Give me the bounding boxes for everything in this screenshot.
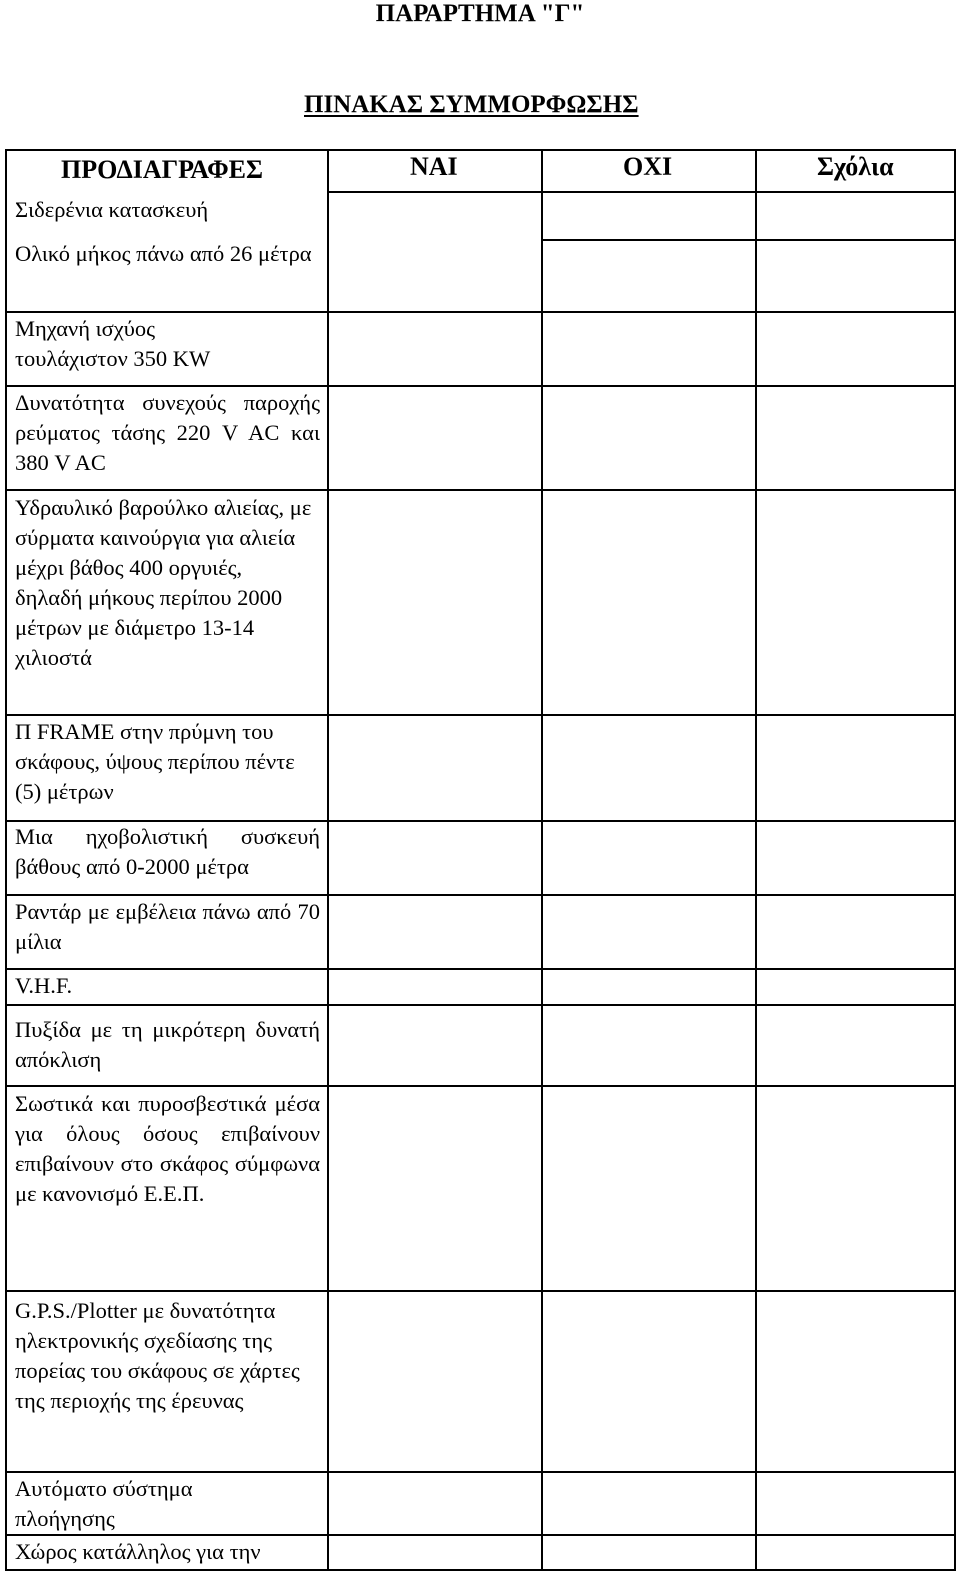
spec-cell: Μηχανή ισχύος τουλάχιστον 350 KW <box>15 316 211 371</box>
row-divider <box>5 311 956 313</box>
spec-cell: Μια ηχοβολιστική συσκευή βάθους από 0-2000 μέτρα <box>15 824 320 879</box>
spec-cell: Σωστικά και πυροσβεστικά μέσα για όλους όσους επιβαίνουν επιβαίνουν στο σκάφος σύμφωνα με κανονισμό Ε.Ε.Π. <box>15 1091 320 1206</box>
spec-cell: V.H.F. <box>15 973 73 998</box>
row-divider <box>5 894 956 896</box>
spec-cell: Πυξίδα με τη μικρότερη δυνατή απόκλιση <box>15 1017 320 1072</box>
spec-cell: Ολικό μήκος πάνω από 26 μέτρα <box>15 241 312 266</box>
table-border-bottom <box>5 1569 956 1571</box>
column-divider-spec <box>327 149 329 1571</box>
header-no: ΟΧΙ <box>623 152 673 181</box>
header-specifications: ΠΡΟΔΙΑΓΡΑΦΕΣ <box>61 155 264 184</box>
row-divider <box>5 1085 956 1087</box>
spec-cell: Χώρος κατάλληλος για την <box>15 1539 261 1564</box>
column-divider-no <box>755 149 757 1571</box>
row-divider <box>5 385 956 387</box>
document-title: ΠΑΡΑΡΤΗΜΑ "Γ" <box>375 0 585 27</box>
header-underline <box>327 191 956 193</box>
spec-cell: Ραντάρ με εμβέλεια πάνω από 70 μίλια <box>15 899 320 954</box>
table-border-top <box>5 149 956 151</box>
spec-cell: G.P.S./Plotter με δυνατότητα ηλεκτρονικής σχεδίασης της πορείας του σκάφους σε χάρτες της περιοχής της έρευνας <box>15 1298 300 1413</box>
spec-cell: Αυτόματο σύστημα πλοήγησης <box>15 1476 193 1531</box>
row-divider <box>5 1004 956 1006</box>
table-border-left <box>5 149 7 1571</box>
row-divider <box>5 489 956 491</box>
compliance-table <box>5 149 956 1571</box>
row-divider <box>5 1471 956 1473</box>
table-border-right <box>954 149 956 1571</box>
header-comments: Σχόλια <box>817 152 894 181</box>
row-divider <box>5 968 956 970</box>
header-yes: ΝΑΙ <box>410 152 458 181</box>
spec-cell: Δυνατότητα συνεχούς παροχής ρεύματος τάσης 220 V AC και 380 V AC <box>15 390 320 475</box>
row-divider <box>5 1290 956 1292</box>
spec-cell: Σιδερένια κατασκευή <box>15 197 209 222</box>
document-subtitle: ΠΙΝΑΚΑΣ ΣΥΜΜΟΡΦΩΣΗΣ <box>304 91 639 118</box>
spec-cell: Π FRAME στην πρύμνη του σκάφους, ύψους περίπου πέντε (5) μέτρων <box>15 719 295 804</box>
row-divider <box>541 239 956 241</box>
spec-cell: Υδραυλικό βαρούλκο αλιείας, με σύρματα καινούργια για αλιεία μέχρι βάθος 400 οργυιές, δηλαδή μήκους περίπου 2000 μέτρων με διάμετρο 13-14 χιλιοστά <box>15 495 312 670</box>
row-divider <box>5 1534 956 1536</box>
row-divider <box>5 714 956 716</box>
column-divider-yes <box>541 149 543 1571</box>
